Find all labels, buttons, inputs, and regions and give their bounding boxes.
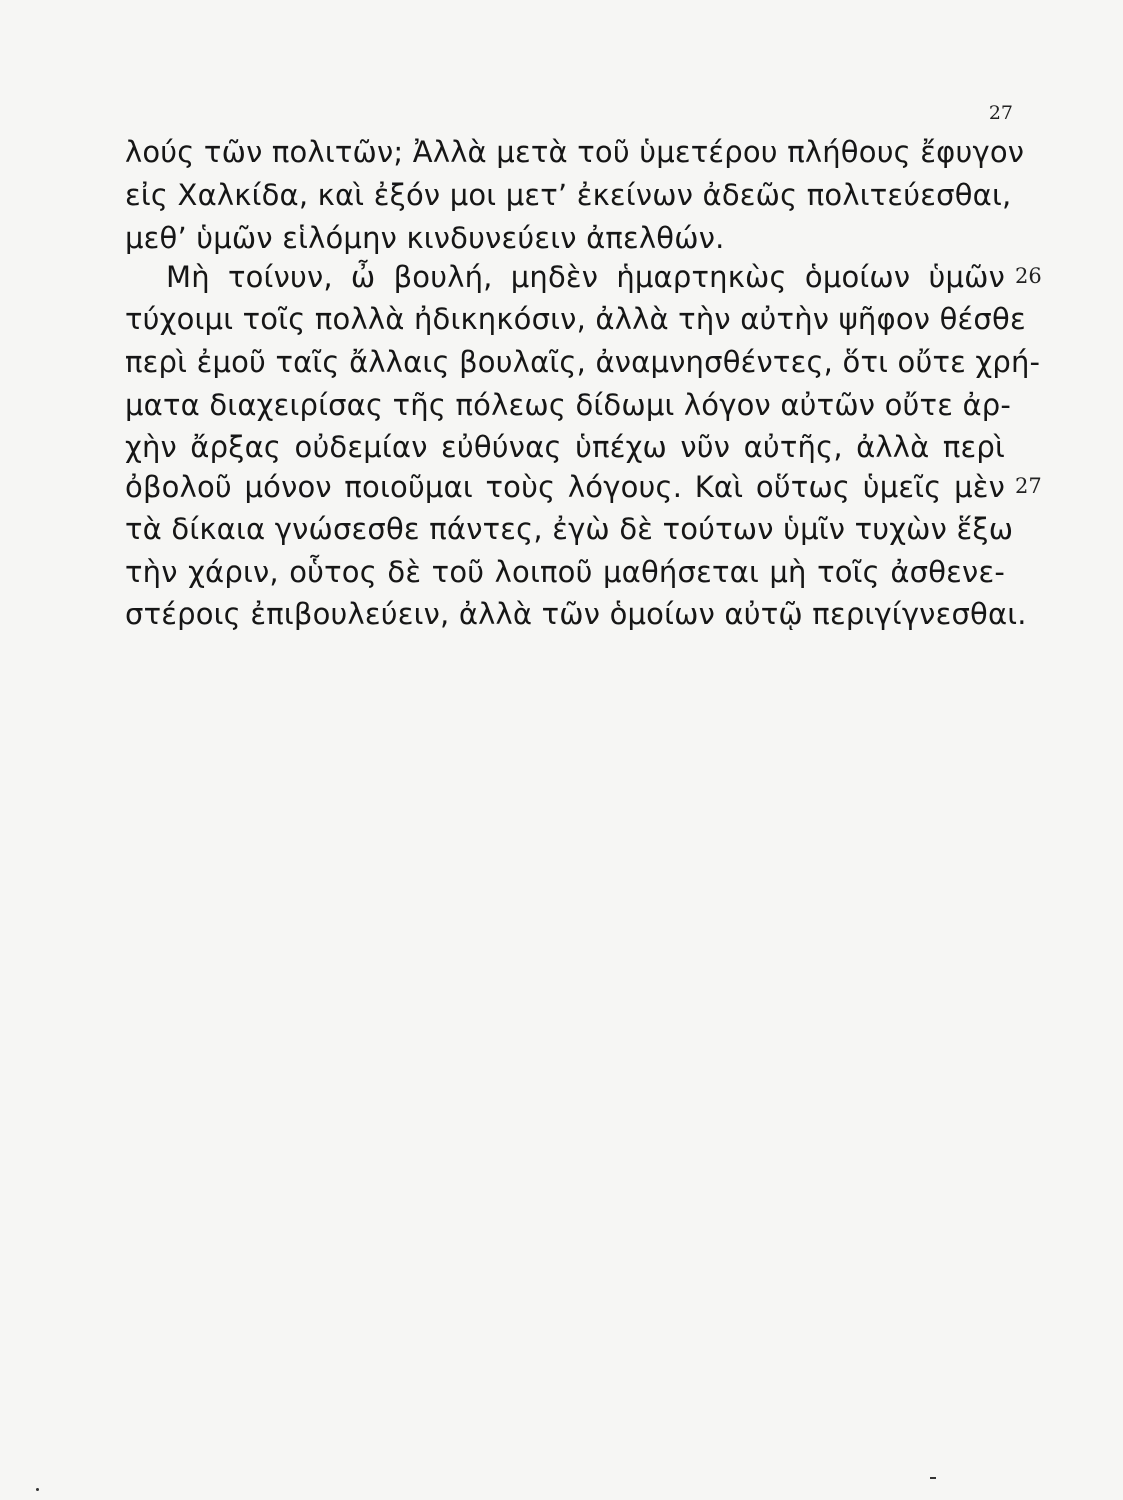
section-number-27: 27 — [1015, 474, 1042, 498]
text-line-7: ματα διαχειρίσας τῆς πόλεως δίδωμι λόγον αὐτῶν οὔτε ἀρ- — [125, 388, 1012, 422]
text-line-6: περὶ ἐμοῦ ταῖς ἄλλαις βουλαῖς, ἀναμνησθέντες, ὅτι οὔτε χρή- — [125, 345, 1041, 379]
text-line-4: Μὴ τοίνυν, ὦ βουλή, μηδὲν ἡμαρτηκὼς ὁμοίων ὑμῶν — [166, 260, 1005, 294]
section-number-26: 26 — [1015, 264, 1042, 288]
text-line-3: μεθ’ ὑμῶν εἱλόμην κινδυνεύειν ἀπελθών. — [125, 221, 725, 255]
text-line-2: εἰς Χαλκίδα, καὶ ἐξόν μοι μετ’ ἐκείνων ἀδεῶς πολιτεύεσθαι, — [125, 178, 1012, 212]
text-line-5: τύχοιμι τοῖς πολλὰ ἠδικηκόσιν, ἀλλὰ τὴν αὐτὴν ψῆφον θέσθε — [125, 302, 1026, 336]
text-line-11: τὴν χάριν, οὗτος δὲ τοῦ λοιποῦ μαθήσεται μὴ τοῖς ἀσθενε- — [125, 555, 1005, 589]
scan-speck — [36, 1488, 39, 1491]
scan-speck — [930, 1477, 936, 1479]
text-line-8: χὴν ἄρξας οὐδεμίαν εὐθύνας ὑπέχω νῦν αὐτῆς, ἀλλὰ περὶ — [125, 430, 1005, 464]
text-line-1: λούς τῶν πολιτῶν; Ἀλλὰ μετὰ τοῦ ὑμετέρου πλήθους ἔφυγον — [125, 135, 1025, 169]
page-number: 27 — [988, 102, 1013, 124]
text-line-10: τὰ δίκαια γνώσεσθε πάντες, ἐγὼ δὲ τούτων ὑμῖν τυχὼν ἕξω — [125, 512, 1014, 546]
text-line-12: στέροις ἐπιβουλεύειν, ἀλλὰ τῶν ὁμοίων αὐτῷ περιγίγνεσθαι. — [125, 597, 1027, 631]
text-line-9: ὀβολοῦ μόνον ποιοῦμαι τοὺς λόγους. Καὶ οὕτως ὑμεῖς μὲν — [125, 470, 1005, 504]
